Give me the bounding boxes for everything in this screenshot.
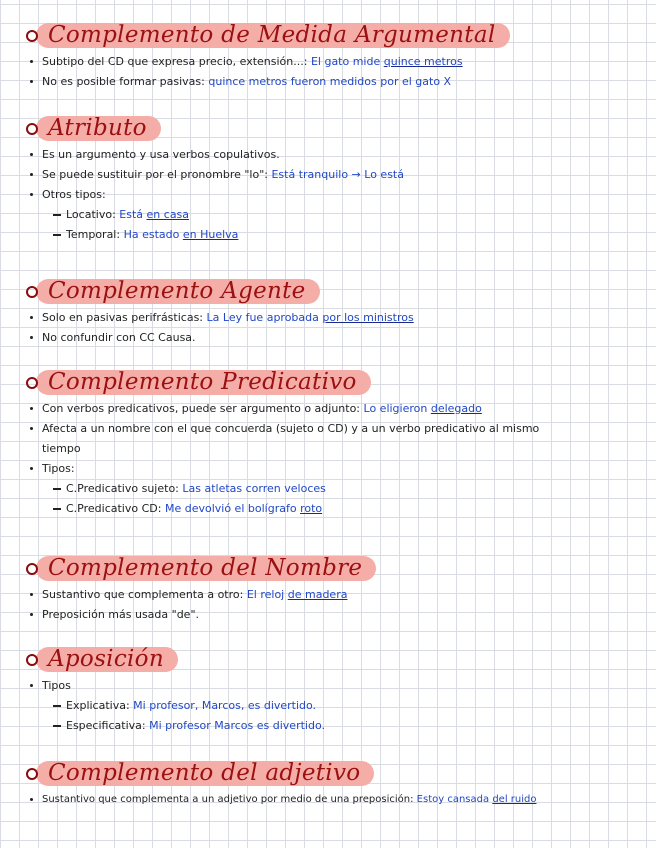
example-text: Me devolvió el bolígrafo [164,502,297,515]
note-line [26,328,646,348]
note-text: Explicativa: [66,699,130,712]
note-line [26,459,646,479]
bullet-dot [30,153,33,156]
bullet-dot [30,80,33,83]
bullet-dot [30,193,33,196]
example-text: Lo eligieron [363,402,428,415]
heading-text: Complemento Predicativo [48,369,357,395]
bullet-dot [30,613,33,616]
section-heading [26,551,376,585]
heading-text: Complemento del adjetivo [48,760,361,786]
bullet-dot [30,173,33,176]
example-text: El gato mide [310,55,381,68]
heading-text: Aposición [48,646,164,672]
note-line [26,419,646,439]
example-text: Mi profesor, Marcos, es divertido. [133,699,317,712]
section-aposicion [26,642,646,736]
note-text: Afecta a un nombre con el que concuerda (sujeto o CD) y a un verbo predicativo al mismo [42,422,540,435]
bullet-dot [30,407,33,410]
note-text: Es un argumento y usa verbos copulativos. [42,148,280,161]
note-text: Subtipo del CD que expresa precio, extensión...: [42,55,308,68]
note-text: Temporal: [66,228,121,241]
bullet-dot [30,593,33,596]
note-line [26,165,646,185]
underlined-example: de madera [287,588,348,601]
example-text: Estoy cansada [416,794,490,805]
sub-note-line [26,696,646,716]
note-line-continuation [26,439,646,459]
note-text: Especificativa: [66,719,146,732]
note-text: Preposición más usada "de". [42,608,200,621]
section-lines [26,308,646,348]
bullet-dot [30,684,33,687]
underlined-example: por los ministros [322,311,414,324]
bullet-dot [30,467,33,470]
sub-note-line [26,499,646,519]
example-text: El reloj [246,588,285,601]
note-text: tiempo [42,442,81,455]
note-line [26,185,646,205]
section-heading [26,18,510,52]
note-text: Solo en pasivas perifrásticas: [42,311,204,324]
section-lines [26,585,646,625]
section-atributo [26,111,646,245]
example-text: La Ley fue aprobada [206,311,319,324]
note-line [26,72,646,92]
note-text: Se puede sustituir por el pronombre "lo": [42,168,268,181]
note-line [26,790,646,810]
example-text: Está [119,208,144,221]
note-text: Sustantivo que complementa a otro: [42,588,244,601]
bullet-dot [30,427,33,430]
dash-marker [53,488,61,490]
note-text: Sustantivo que complementa a un adjetivo por medio de una preposición: [42,794,414,805]
heading-text: Complemento del Nombre [48,555,363,581]
section-lines [26,52,646,92]
heading-text: Complemento de Medida Argumental [48,22,496,48]
dash-marker [53,234,61,236]
section-predicativo [26,365,646,519]
example-text: Mi profesor Marcos es divertido. [149,719,325,732]
heading-text: Atributo [48,115,147,141]
bullet-dot [30,60,33,63]
note-text: No es posible formar pasivas: [42,75,205,88]
underlined-example: roto [300,502,323,515]
sub-note-line [26,479,646,499]
section-lines [26,145,646,245]
dash-marker [53,725,61,727]
underlined-example: del ruido [492,794,537,805]
sub-note-line [26,716,646,736]
note-text: C.Predicativo CD: [66,502,162,515]
note-text: Tipos [42,679,71,692]
section-medida-argumental [26,18,646,92]
sub-note-line [26,205,646,225]
note-line [26,676,646,696]
section-heading [26,274,320,308]
example-text: Las atletas corren veloces [182,482,326,495]
note-line [26,399,646,419]
section-lines [26,790,646,810]
bullet-dot [30,336,33,339]
example-text: Ha estado [123,228,180,241]
example-text: Está tranquilo → Lo está [271,168,404,181]
section-heading [26,111,161,145]
note-line [26,605,646,625]
section-complemento-nombre [26,551,646,625]
underlined-example: en casa [146,208,190,221]
note-line [26,585,646,605]
note-text: Tipos: [42,462,75,475]
heading-text: Complemento Agente [48,278,306,304]
note-text: No confundir con CC Causa. [42,331,196,344]
sub-note-line [26,225,646,245]
note-text: C.Predicativo sujeto: [66,482,179,495]
dash-marker [53,214,61,216]
section-lines [26,676,646,736]
underlined-example: quince metros [383,55,463,68]
note-line [26,52,646,72]
note-text: Con verbos predicativos, puede ser argumento o adjunto: [42,402,361,415]
section-heading [26,642,178,676]
section-agente [26,274,646,348]
section-heading [26,756,374,790]
bullet-dot [30,798,33,801]
example-text: quince metros fueron medidos por el gato X [208,75,452,88]
bullet-dot [30,316,33,319]
note-line [26,145,646,165]
section-heading [26,365,371,399]
note-line [26,308,646,328]
section-lines [26,399,646,519]
dash-marker [53,508,61,510]
note-text: Locativo: [66,208,116,221]
underlined-example: delegado [430,402,482,415]
underlined-example: en Huelva [182,228,239,241]
section-complemento-adjetivo [26,756,646,810]
note-text: Otros tipos: [42,188,106,201]
dash-marker [53,705,61,707]
